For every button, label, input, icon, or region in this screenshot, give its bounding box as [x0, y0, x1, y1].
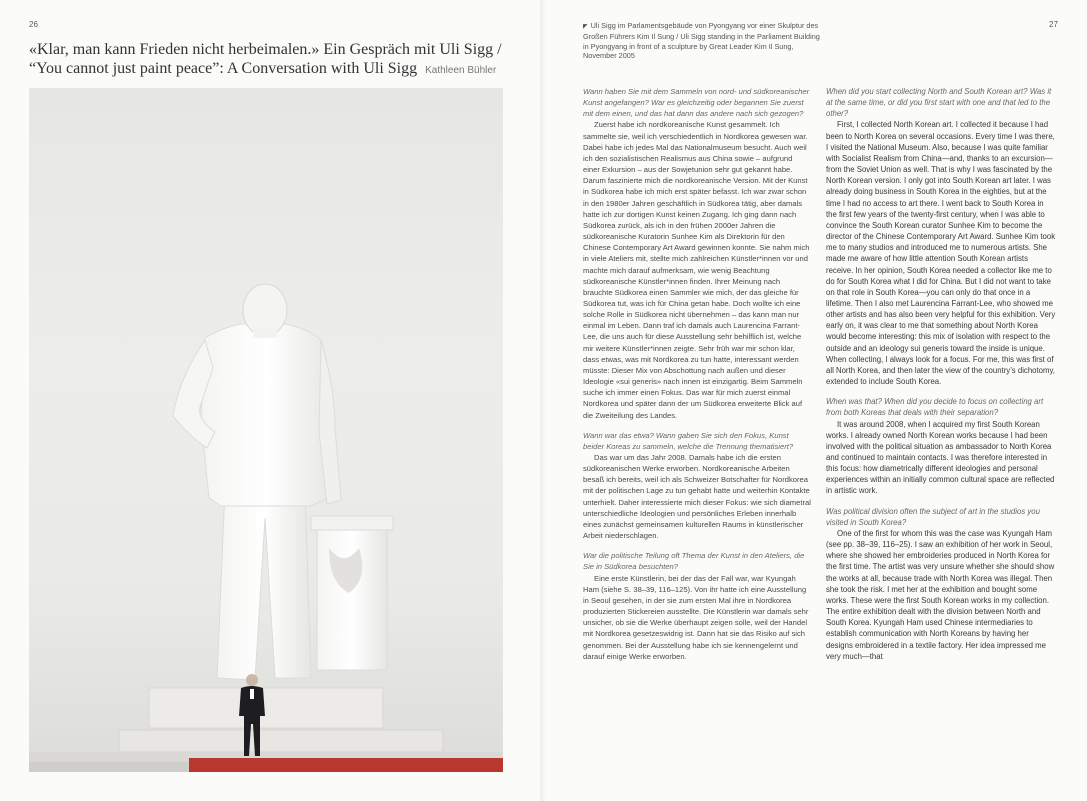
photo-caption: [583, 21, 823, 61]
left-page-number: 26: [29, 20, 38, 29]
answer-de-1: Zuerst habe ich nordkoreanische Kunst gesammelt. Ich sammelte sie, weil ich verschiedentlich in Nordkorea gewesen war. Dabei habe ich jedes Mal das Nationalmuseum besucht. Auch weil ich den sozialistischen Realismus aus China sowie – aufgrund einer Exkursion – aus der Sowjetunion sehr gut gekannt habe. Darum faszinierte mich die nordkoreanische Version. Mit der Kunst in Südkorea habe ich mich erst später befasst. Ich war zwar schon in den 1980er Jahren geschäftlich in Südkorea tätig, aber damals hatte ich zur dortigen Kunst keinen Zugang. Ich ging dann nach Südkorea zurück, als ich in den frühen 2000er Jahren die südkoreanische Kuratorin Sunhee Kim als Direktorin für den Chinese Contemporary Art Award gewinnen konnte. Sie nahm mich in viele Ateliers mit, stellte mich zahlreichen Künstler*innen vor und machte mich darauf aufmerksam, wie wenig Beachtung südkoreanische Künstler*innen finden. Ihrer Meinung nach brauchte Südkorea einen Sammler wie mich, der das gleiche für Südkorea tut, was ich für China getan habe. Doch wollte ich eine solche Rolle in Südkorea nicht übernehmen – das kann man nur einmal im Leben. Dann traf ich damals auch Laurencina Farrant-Lee, die uns auch für diese Ausstellung sehr behilflich ist, welche mir weitere Künstler*innen zeigte. Sehr früh war mir schon klar, dass etwas, was mit Nordkorea zu tun hatte, interessant werden müsste: Dieser Mix von Abschottung nach außen und dieser Ideologie «sui generis» nach innen ist einzigartig. Beim Sammeln suche ich immer einen Fokus. Das war für mich zuerst einmal Nordkorea und später dann der um Südkorea erweiterte Blick auf die Zweiteilung des Landes.: [583, 120, 810, 420]
answer-de-2: Das war um das Jahr 2008. Damals habe ich die ersten südkoreanischen Werke erworben. Nordkoreanische Arbeiten besaß ich bereits, weil ich als Schweizer Botschafter für Nordkorea mit der politischen Lage zu tun gehabt hatte und weiterhin Kontakte unterhielt. Daher interessierte mich dieser Fokus: wie sich diametral unterschiedliche Ideologien und persönliches Erleben innerhalb eines zunächst gemeinsamen kulturellen Raums in künstlerischer Arbeit niederschlagen.: [583, 453, 811, 541]
answer-en-1: First, I collected North Korean art. I collected it because I had been to North Korea on several occasions. Every time I was there, I visited the National Museum. Also, because I was quite familiar with Socialist Realism from China—and, thanks to an excursion—from the Soviet Union as well. That is why I was fascinated by the North Korean version. I only got into South Korean art later. I was already doing business in South Korea in the eighties, but at the time I had no access to art there. I went back to South Korea in the first few years of the twenty-first century, when I was able to convince the South Korean curator Sunhee Kim to become the director of the Chinese Contemporary Art Award. Sunhee Kim took me to many studios and introduced me to numerous artists. She made me aware of how little attention South Korean artists receive. In her opinion, South Korea needed a collector like me to do for South Korea what I did for China. But I did not want to take on that role in South Korea—you can only do that once in a lifetime. Then I also met Laurencina Farrant-Lee, who showed me other artists and has also been very helpful for this exhibition. Very early on, it was clear to me that something about North Korea would become interesting: this mix of isolation with respect to the outside and an ideology sui generis toward the inside is unique. When collecting, I always look for a focus. For me, this was first of all North Korea, and then later the view of the country’s dichotomy, extended to include South Korea.: [826, 120, 1056, 387]
answer-en-2: It was around 2008, when I acquired my first South Korean works. I already owned North Korean works because I had been involved with the political situation as ambassador to North Korea and continued to maintain contacts. I was therefore interested in this focus: how diametrically different ideologies and personal experiences within an initially common cultural space are reflected in artistic work.: [826, 419, 1055, 496]
question-de-3: War die politische Teilung oft Thema der Kunst in den Ateliers, die Sie in Südkorea besuchten?: [583, 551, 805, 572]
question-de-2: Wann war das etwa? Wann gaben Sie sich den Fokus, Kunst beider Koreas zu sammeln, welche die Trennung thematisiert?: [583, 430, 794, 451]
question-en-3: Was political division often the subject of art in the studios you visited in South Korea?: [826, 506, 1040, 527]
article-title-text: «Klar, man kann Frieden nicht herbeimalen.» Ein Gespräch mit Uli Sigg / “You cannot just paint peace”: A Conversation with Uli Sigg: [29, 41, 502, 77]
caption-arrow-icon: ◤: [583, 24, 588, 30]
answer-en-3: One of the first for whom this was the case was Kyungah Ham (see pp. 38–39, 116–25). I saw an exhibition of her work in Seoul, where she showed her embroideries produced in North Korea for the first time. The artist was very unsure whether she should show the works at all, because trade with North Korea was illegal. Then she took the risk. I met her at the exhibition and bought some works. These were the first South Korean works in my collection. The entire exhibition dealt with the division between North and South Korea. Kyungah Ham used Chinese intermediaries to establish communication with North Koreans by having her designs embroidered in a textile factory. Her idea impressed me very much—that: [826, 528, 1055, 661]
statue-illustration: [29, 88, 503, 772]
english-column: [826, 86, 1056, 662]
photo-caption-text: Uli Sigg im Parlamentsgebäude von Pyongyang vor einer Skulptur des Großen Führers Kim Il Sung / Uli Sigg standing in the Parliament Building in Pyongyang in front of a sculpture by Great Leader Kim Il Sung, November 2005: [583, 21, 820, 61]
article-author: Kathleen Bühler: [425, 65, 497, 76]
question-de-1: Wann haben Sie mit dem Sammeln von nord- und südkoreanischer Kunst angefangen? War es gleichzeitig oder begannen Sie zuerst mit dem einen, und das hat dann das andere nach sich gezogen?: [583, 87, 810, 119]
question-en-2: When was that? When did you decide to focus on collecting art from both Koreas that deals with their separation?: [826, 397, 1044, 418]
german-column: [583, 86, 811, 662]
question-en-1: When did you start collecting North and South Korean art? Was it at the same time, or did you first start with one and that led to the other?: [826, 87, 1052, 119]
answer-de-3: Eine erste Künstlerin, bei der das der Fall war, war Kyungah Ham (siehe S. 38–39, 116–125). Von ihr hatte ich eine Ausstellung in Seoul gesehen, in der sie zum ersten Mal ihre in Nordkorea produzierten Stickereien ausstellte. Die Künstlerin war damals sehr unsicher, ob sie die Werke überhaupt zeigen solle, weil der Handel mit Nordkorea gesetzeswidrig ist. Dann hat sie das Risiko auf sich genommen. Bei der Ausstellung habe ich sie kennengelernt und darauf einige Werke erworben.: [583, 573, 809, 661]
statue-photo: [29, 88, 503, 772]
right-page-number: 27: [1049, 20, 1058, 29]
red-carpet: [189, 758, 503, 772]
article-title: [29, 40, 509, 80]
page-gutter: [540, 0, 546, 801]
